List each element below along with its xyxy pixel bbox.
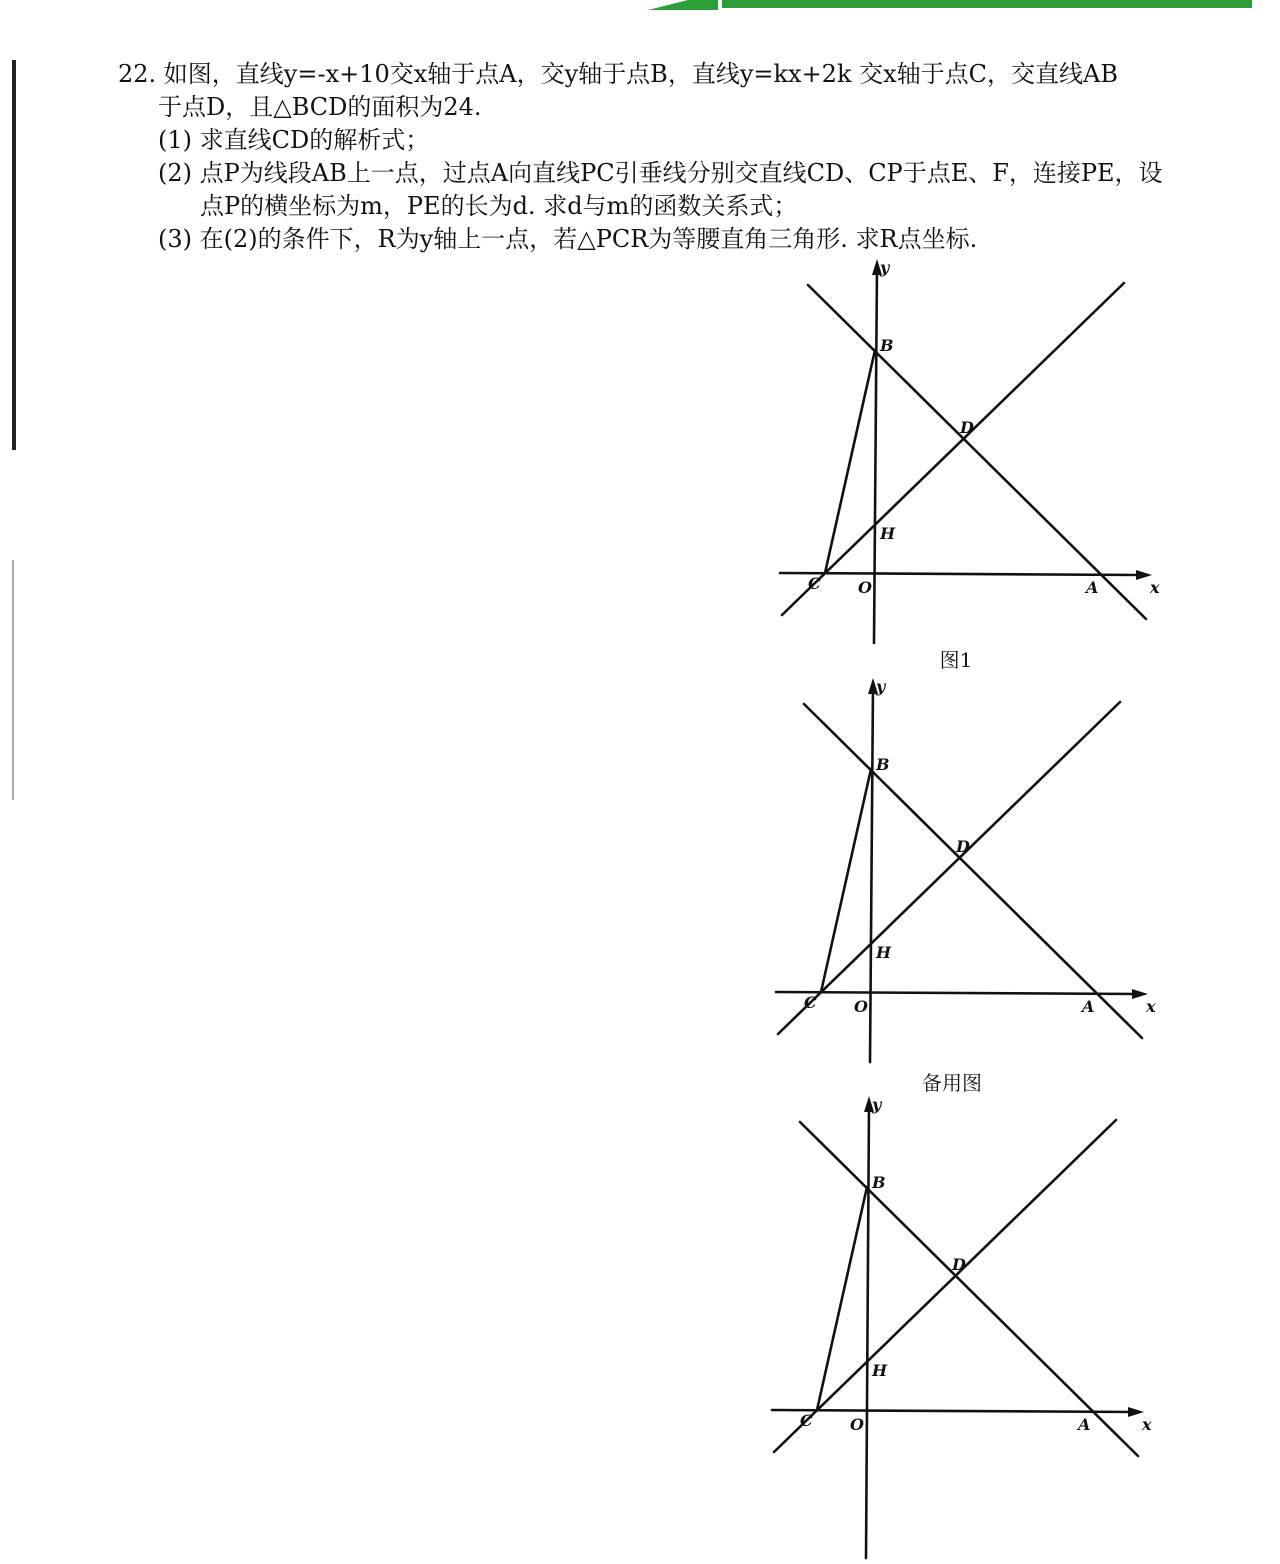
- question-1: (1) 求直线CD的解析式；: [158, 126, 430, 154]
- label-D: D: [960, 418, 974, 437]
- problem-line-2: 于点D，且△BCD的面积为24.: [158, 93, 482, 121]
- label-x: x: [1142, 1415, 1152, 1434]
- label-A: A: [1086, 578, 1099, 597]
- segment-BC: [817, 1187, 867, 1410]
- label-C: C: [808, 574, 821, 593]
- line-CD: [774, 1120, 1116, 1452]
- figure-3: [762, 1092, 1162, 1562]
- label-C: C: [804, 993, 817, 1012]
- label-H: H: [880, 524, 896, 543]
- line-AB: [808, 285, 1146, 619]
- question-2-cont: 点P的横坐标为m，PE的长为d. 求d与m的函数关系式；: [200, 192, 798, 220]
- label-B: B: [876, 755, 890, 774]
- label-y: y: [880, 258, 890, 277]
- label-x: x: [1150, 578, 1160, 597]
- label-H: H: [876, 943, 892, 962]
- x-axis: [772, 1410, 1134, 1412]
- problem-line-1: 22. 如图，直线y=-x+10交x轴于点A，交y轴于点B，直线y=kx+2k 交x轴于点C，交直线AB: [118, 60, 1118, 88]
- scan-edge: [12, 0, 18, 1564]
- problem-text: [118, 58, 1178, 256]
- caption-fig2: 备用图: [922, 1071, 982, 1095]
- label-H: H: [872, 1361, 888, 1380]
- label-B: B: [872, 1173, 886, 1192]
- label-O: O: [854, 997, 868, 1016]
- question-3: (3) 在(2)的条件下，R为y轴上一点，若△PCR为等腰直角三角形. 求R点坐标.: [158, 225, 978, 253]
- segment-BC: [821, 769, 871, 992]
- header-banner: [648, 0, 1252, 10]
- label-A: A: [1078, 1415, 1091, 1434]
- y-axis: [866, 1104, 869, 1558]
- label-y: y: [876, 677, 886, 696]
- line-CD: [782, 283, 1124, 615]
- label-B: B: [880, 336, 894, 355]
- x-axis: [776, 992, 1138, 994]
- line-AB: [800, 1122, 1138, 1456]
- label-D: D: [956, 837, 970, 856]
- caption-fig1: 图1: [939, 648, 973, 672]
- label-O: O: [858, 578, 872, 597]
- y-axis: [874, 267, 877, 643]
- line-AB: [804, 704, 1142, 1038]
- label-A: A: [1082, 997, 1095, 1016]
- figure-1: [770, 255, 1170, 655]
- label-y: y: [872, 1095, 882, 1114]
- y-axis: [870, 686, 873, 1062]
- label-x: x: [1146, 997, 1156, 1016]
- x-axis: [780, 573, 1142, 575]
- label-O: O: [850, 1415, 864, 1434]
- label-C: C: [800, 1411, 813, 1430]
- segment-BC: [825, 350, 875, 573]
- label-D: D: [952, 1255, 966, 1274]
- figure-2: [766, 674, 1166, 1074]
- question-2: (2) 点P为线段AB上一点，过点A向直线PC引垂线分别交直线CD、CP于点E、F，连接PE，设: [158, 159, 1163, 187]
- line-CD: [778, 702, 1120, 1034]
